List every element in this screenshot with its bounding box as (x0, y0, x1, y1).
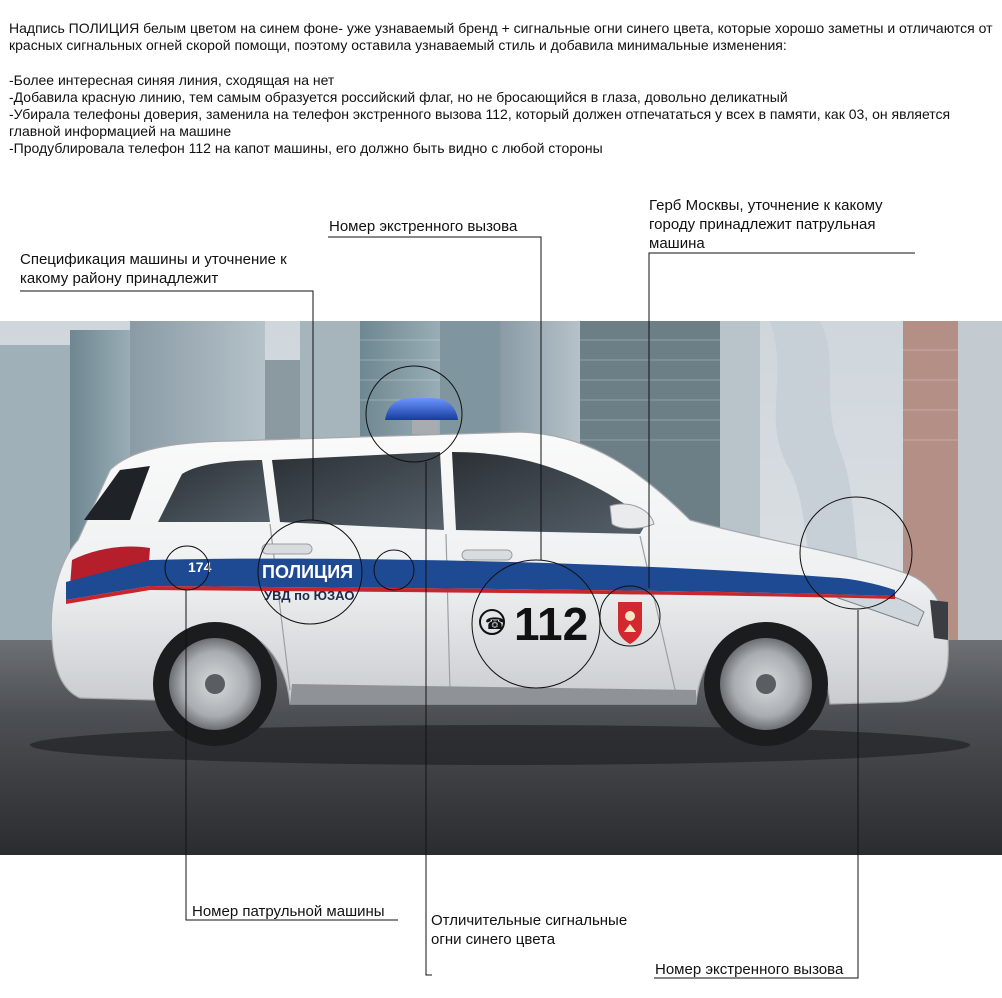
intro-point: -Продублировала телефон 112 на капот машины, его должно быть видно с любой стороны (9, 140, 603, 156)
intro-point: -Более интересная синяя линия, сходящая на нет (9, 72, 335, 88)
rear-wheel (153, 622, 277, 746)
callout-lights: Отличительные сигнальные огни синего цвета (431, 912, 628, 948)
district-text: УВД по ЮЗАО (264, 588, 355, 603)
front-wheel (704, 622, 828, 746)
callout-coat: Герб Москвы, уточнение к какому городу принадлежит патрульная машина (649, 197, 883, 252)
callout-emergency-bottom: Номер экстренного вызова (655, 961, 844, 978)
svg-text:☎: ☎ (485, 614, 505, 633)
patrol-number-text: 174 (188, 559, 212, 575)
callout-spec: Спецификация машины и уточнение к какому району принадлежит (20, 251, 287, 287)
intro-point: -Убирала телефоны доверия, заменила на телефон экстренного вызова 112, который должен отпечататься у всех в памяти, как 03, он является главной информацией на машине (9, 106, 951, 139)
callout-patrol-number: Номер патрульной машины (192, 903, 385, 920)
police-text: ПОЛИЦИЯ (262, 562, 354, 582)
intro-paragraph: Надпись ПОЛИЦИЯ белым цветом на синем фоне- уже узнаваемый бренд + сигнальные огни синего цвета, которые хорошо заметны и отличаются от красных сигнальных огней скорой помощи, поэтому оставила узнаваемый стиль и добавила минимальные изменения: (9, 20, 993, 53)
emergency-number-text: 112 (514, 598, 589, 650)
intro-point: -Добавила красную линию, тем самым образуется российский флаг, но не бросающийся в глаза, довольно деликатный (9, 89, 788, 105)
callout-emergency-top: Номер экстренного вызова (329, 218, 518, 235)
